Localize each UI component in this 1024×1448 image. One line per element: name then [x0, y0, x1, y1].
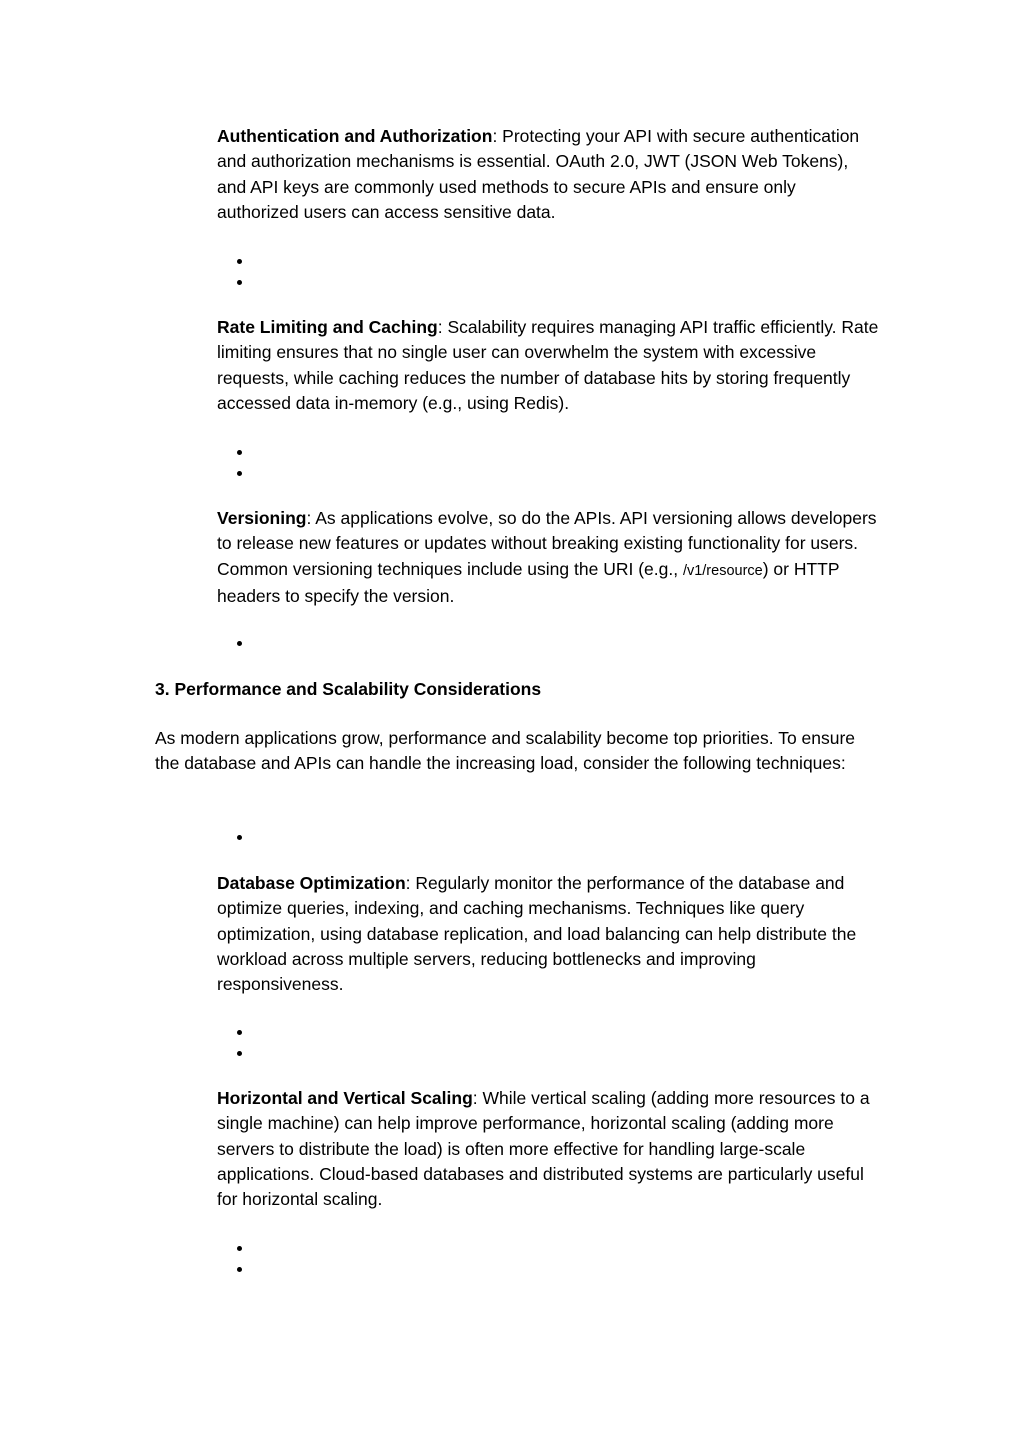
empty-bullet-list-5 — [236, 1021, 254, 1063]
auth-title: Authentication and Authorization — [217, 126, 493, 146]
scaling-body: : While vertical scaling (adding more resources to a single machine) can help improve performance, horizontal scaling (adding more servers to distribute the load) is often more effective for handling large-scale applications. Cloud-based databases and distributed systems are particularly useful for horizontal scaling. — [217, 1088, 870, 1210]
dbopt-body: : Regularly monitor the performance of the database and optimize queries, indexing, and caching mechanisms. Techniques like query optimization, using database replication, and load balancing can help distribute the workload across multiple servers, reducing bottlenecks and improving responsiveness. — [217, 873, 857, 995]
empty-bullet-list-6 — [236, 1237, 254, 1279]
perf-intro-paragraph: As modern applications grow, performance and scalability become top priorities. To ensure the database and APIs can handle the increasing load, consider the following techniques: — [155, 728, 856, 774]
rate-body: : Scalability requires managing API traffic efficiently. Rate limiting ensures that no single user can overwhelm the system with excessive requests, while caching reduces the number of database hits by storing frequently accessed data in-memory (e.g., using Redis). — [217, 317, 879, 413]
scaling-paragraph — [217, 1086, 882, 1212]
versioning-body-after: ) or HTTP headers to specify the version. — [217, 558, 840, 606]
versioning-title: Versioning — [217, 508, 307, 528]
versioning-body-before: : As applications evolve, so do the APIs. API versioning allows developers to release new features or updates without breaking existing functionality for users. Common versioning techniques include using the URI (e.g., — [217, 508, 877, 579]
rate-paragraph — [217, 315, 882, 416]
empty-bullet-list-4 — [236, 826, 254, 847]
auth-body: : Protecting your API with secure authentication and authorization mechanisms is essential. OAuth 2.0, JWT (JSON Web Tokens), and API keys are commonly used methods to secure APIs and ensure only authorized users can access sensitive data. — [217, 126, 860, 222]
versioning-code: /v1/resource — [682, 562, 763, 579]
dbopt-title: Database Optimization — [217, 873, 406, 893]
empty-bullet-list-2 — [236, 441, 254, 483]
rate-title: Rate Limiting and Caching — [217, 317, 438, 337]
versioning-paragraph — [217, 506, 882, 609]
auth-paragraph — [217, 124, 882, 225]
section-heading: 3. Performance and Scalability Considerations — [155, 679, 542, 699]
dbopt-paragraph — [217, 871, 882, 997]
empty-bullet-list-3 — [236, 632, 254, 653]
empty-bullet-list-1 — [236, 250, 254, 292]
scaling-title: Horizontal and Vertical Scaling — [217, 1088, 473, 1108]
